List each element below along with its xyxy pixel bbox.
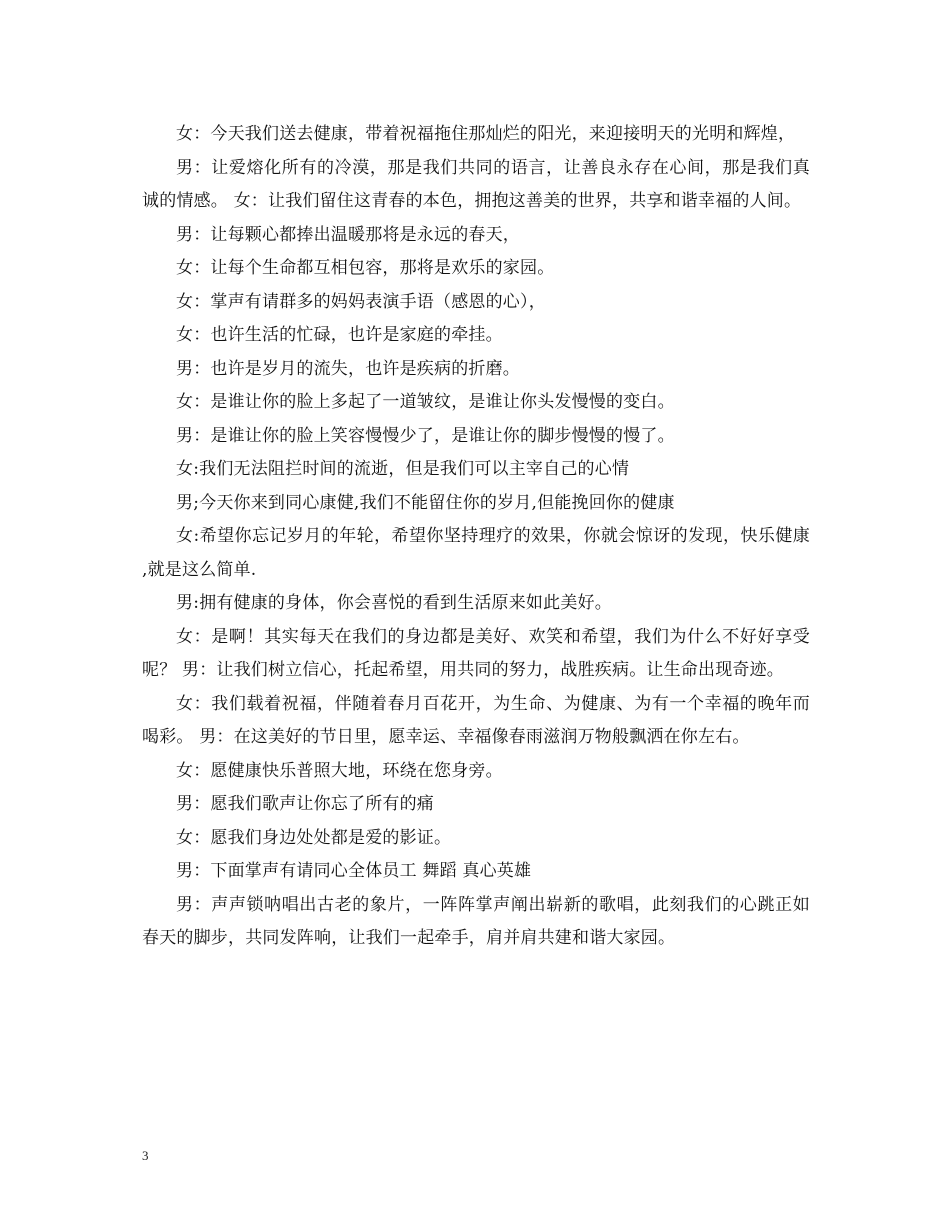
paragraph: 男：让爱熔化所有的冷漠，那是我们共同的语言，让善良永存在心间，那是我们真诚的情感。 女：让我们留住这青春的本色，拥抱这善美的世界，共享和谐幸福的人间。: [142, 157, 810, 211]
paragraph: 男：让每颗心都捧出温暖那将是永远的春天，: [176, 224, 520, 245]
paragraph: 男:拥有健康的身体，你会喜悦的看到生活原来如此美好。: [176, 593, 612, 613]
paragraph: 男：愿我们歌声让你忘了所有的痛: [176, 794, 434, 814]
paragraph: 女：让每个生命都互相包容，那将是欢乐的家园。: [176, 258, 555, 278]
paragraph: 女：也许生活的忙碌，也许是家庭的牵挂。: [176, 325, 503, 345]
paragraph: 男：也许是岁月的流失，也许是疾病的折磨。: [176, 358, 520, 379]
page-number: 3: [142, 1148, 149, 1163]
paragraph: 女：是啊！其实每天在我们的身边都是美好、欢笑和希望，我们为什么不好好享受呢？ 男：让我们树立信心，托起希望，用共同的努力，战胜疾病。让生命出现奇迹。: [142, 626, 810, 680]
paragraph: 女：今天我们送去健康，带着祝福拖住那灿烂的阳光，来迎接明天的光明和辉煌，: [176, 124, 796, 144]
paragraph: 女：我们载着祝福，伴随着春月百花开，为生命、为健康、为有一个幸福的晚年而喝彩。 男：在这美好的节日里，愿幸运、幸福像春雨滋润万物般飘洒在你左右。: [142, 693, 810, 747]
paragraph: 男：下面掌声有请同心全体员工 舞蹈 真心英雄: [176, 861, 532, 881]
paragraph: 男：是谁让你的脸上笑容慢慢少了，是谁让你的脚步慢慢的慢了。: [176, 425, 675, 446]
paragraph: 女：掌声有请群多的妈妈表演手语（感恩的心），: [176, 291, 546, 312]
paragraph: 女：愿我们身边处处都是爱的影证。: [176, 827, 452, 848]
paragraph: 女:我们无法阻拦时间的流逝，但是我们可以主宰自己的心情: [176, 459, 630, 479]
paragraph: 女：愿健康快乐普照大地，环绕在您身旁。: [176, 760, 503, 781]
paragraph: 男;今天你来到同心康健,我们不能留住你的岁月,但能挽回你的健康: [176, 492, 675, 513]
paragraph: 男：声声锁呐唱出古老的象片，一阵阵掌声阐出崭新的歌唱，此刻我们的心跳正如春天的脚步，共同发阵响，让我们一起牵手，肩并肩共建和谐大家园。: [142, 894, 810, 948]
paragraph: 女:希望你忘记岁月的年轮，希望你坚持理疗的效果，你就会惊讶的发现，快乐健康 ,就是这么简单.: [142, 526, 810, 580]
paragraph: 女：是谁让你的脸上多起了一道皱纹，是谁让你头发慢慢的变白。: [176, 392, 675, 412]
document-body: [142, 118, 810, 956]
